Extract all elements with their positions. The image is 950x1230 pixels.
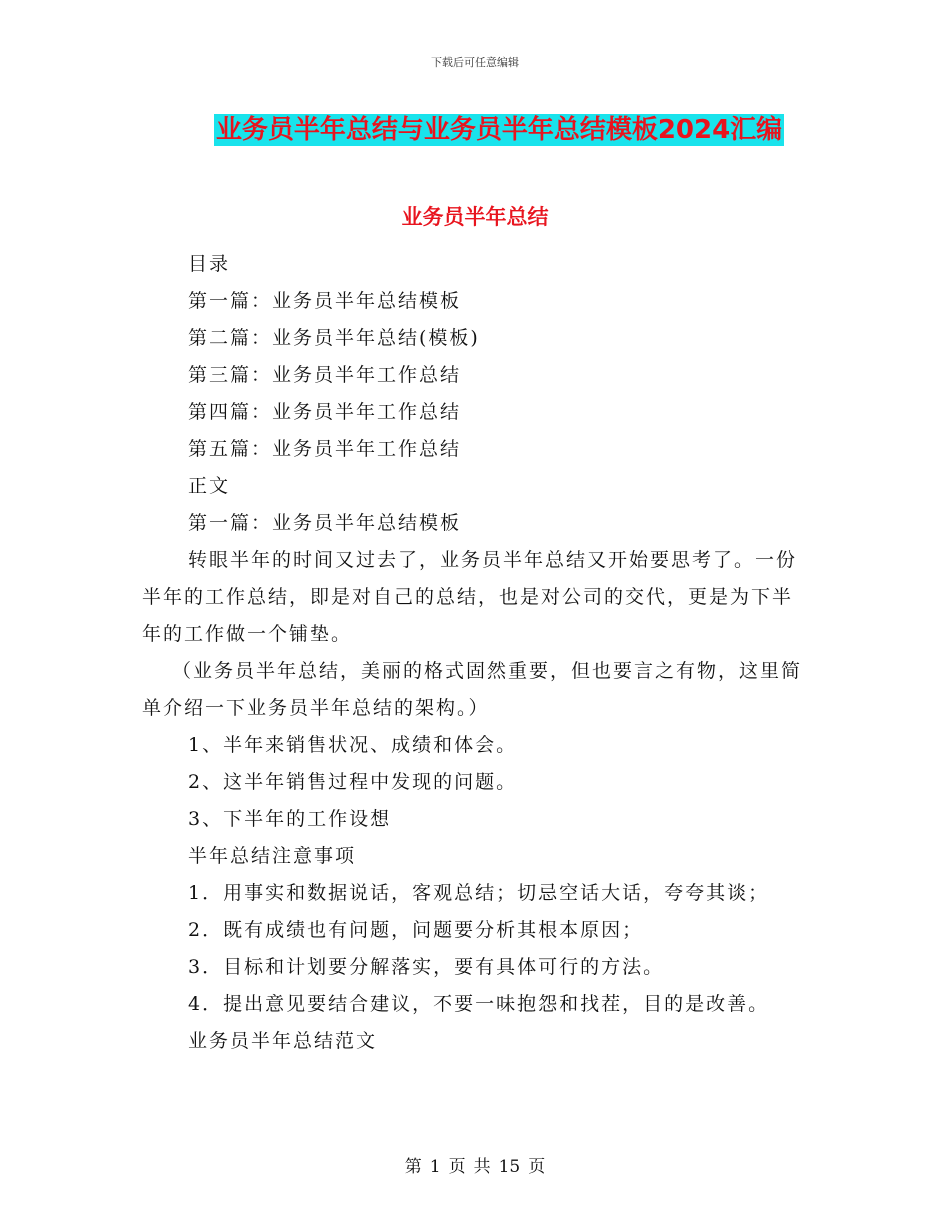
sample-title: 业务员半年总结范文 — [188, 1030, 378, 1052]
chapter-title: 第一篇：业务员半年总结模板 — [188, 512, 462, 534]
main-title-wrapper — [0, 114, 950, 146]
footer-page-prefix: 第 — [404, 1157, 422, 1177]
toc-label: 目录 — [188, 253, 231, 275]
header-note: 下载后可任意编辑 — [431, 56, 519, 69]
footer-page-number: 1 — [429, 1157, 441, 1177]
structure-item: 2、这半年销售过程中发现的问题。 — [188, 771, 518, 793]
paragraph: 转眼半年的时间又过去了，业务员半年总结又开始要思考了。一份半年的工作总结，即是对自己的总结，也是对公司的交代，更是为下半年的工作做一个铺垫。 — [142, 549, 798, 645]
toc-item: 第三篇：业务员半年工作总结 — [188, 364, 462, 386]
footer-total-prefix: 共 — [473, 1157, 491, 1177]
structure-item: 1、半年来销售状况、成绩和体会。 — [188, 734, 518, 756]
page-footer — [0, 1152, 950, 1177]
document-body — [142, 246, 810, 1060]
footer-page-mid: 页 — [448, 1157, 466, 1177]
notes-item: 3．目标和计划要分解落实，要有具体可行的方法。 — [188, 956, 665, 978]
toc-item: 第一篇：业务员半年总结模板 — [188, 290, 462, 312]
section-title: 业务员半年总结 — [401, 205, 549, 229]
notes-item: 1．用事实和数据说话，客观总结；切忌空话大话，夸夸其谈； — [188, 882, 770, 904]
structure-item: 3、下半年的工作设想 — [188, 808, 392, 830]
footer-total-suffix: 页 — [528, 1157, 546, 1177]
toc-item: 第四篇：业务员半年工作总结 — [188, 401, 462, 423]
notes-item: 4．提出意见要结合建议，不要一味抱怨和找茬，目的是改善。 — [188, 993, 770, 1015]
toc-item: 第五篇：业务员半年工作总结 — [188, 438, 462, 460]
paragraph: （业务员半年总结，美丽的格式固然重要，但也要言之有物，这里简单介绍一下业务员半年总结的架构。） — [142, 660, 803, 719]
notes-item: 2．既有成绩也有问题，问题要分析其根本原因； — [188, 919, 644, 941]
notes-title: 半年总结注意事项 — [188, 845, 357, 867]
body-label: 正文 — [188, 475, 231, 497]
main-title: 业务员半年总结与业务员半年总结模板2024汇编 — [215, 115, 783, 145]
footer-total-pages: 15 — [498, 1157, 521, 1177]
toc-item: 第二篇：业务员半年总结(模板) — [188, 327, 480, 349]
